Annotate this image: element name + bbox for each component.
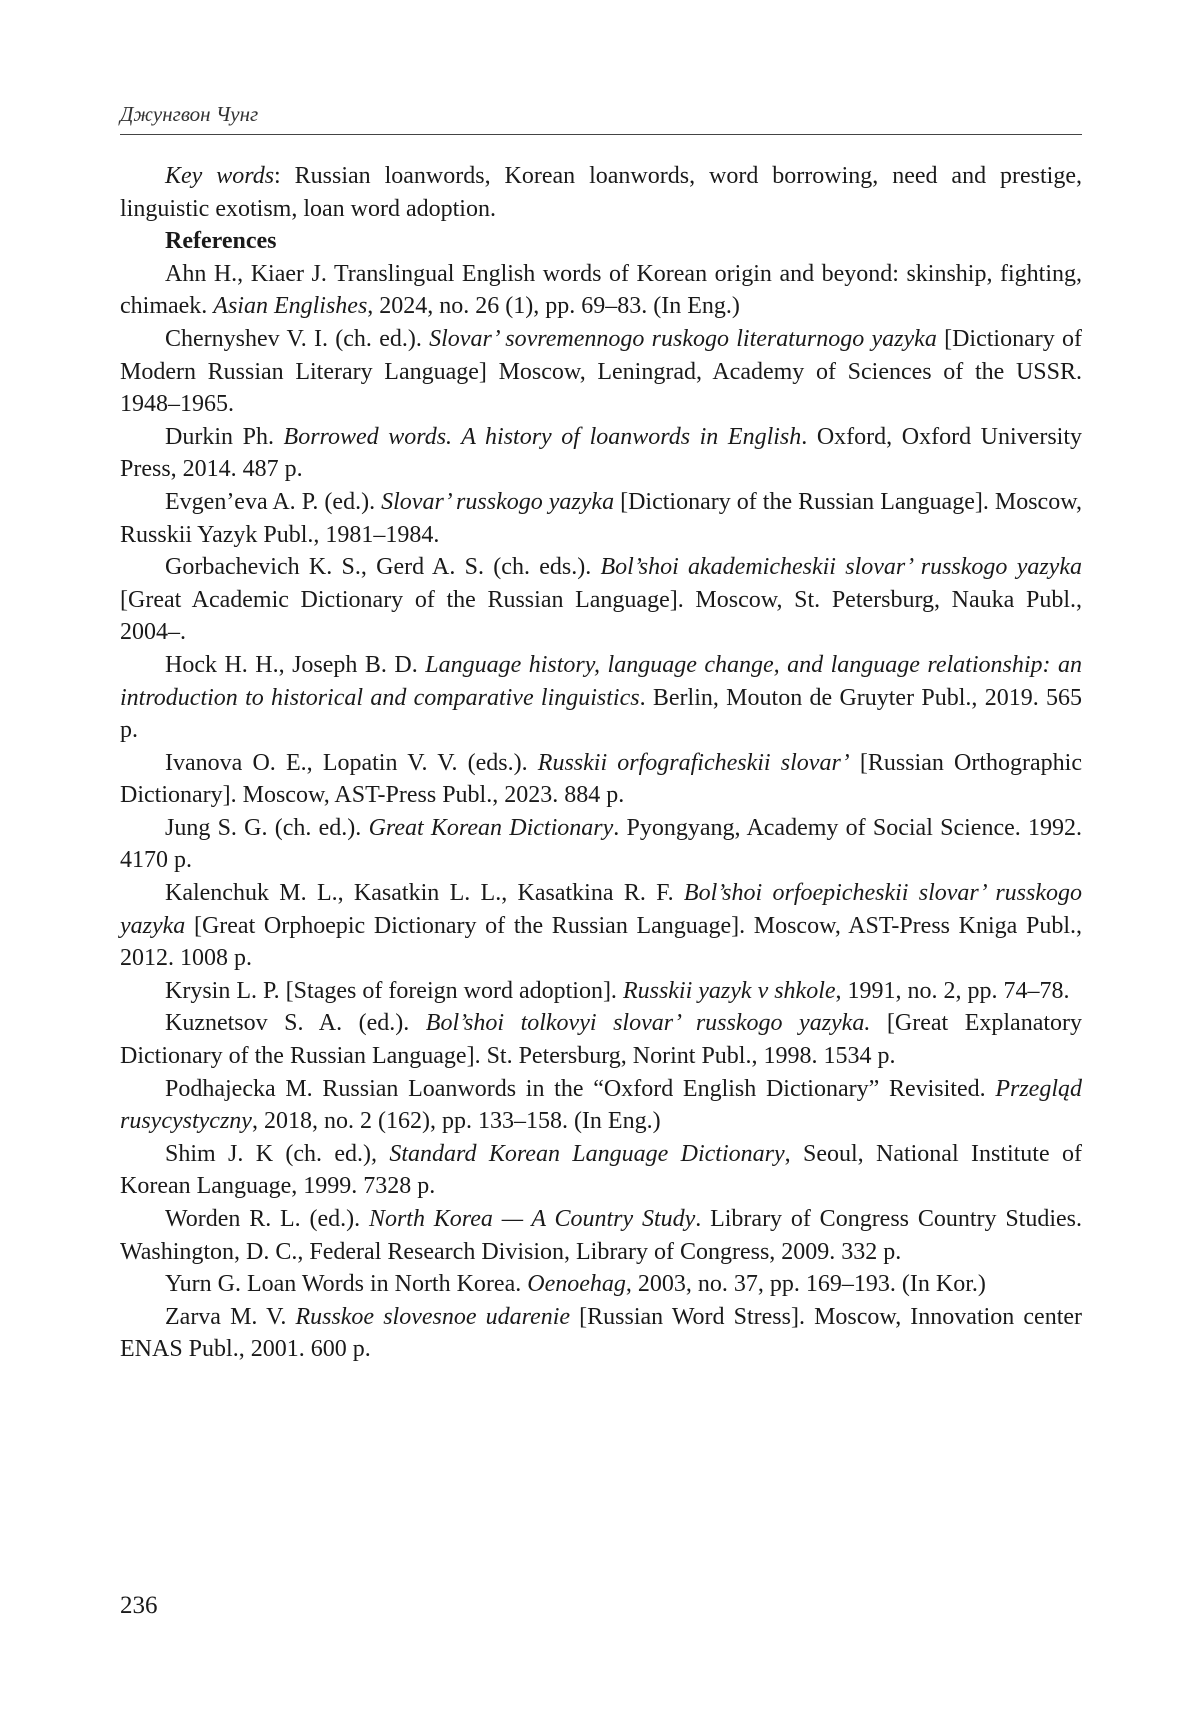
- reference-item: [120, 1203, 1082, 1268]
- header-rule: [120, 134, 1082, 135]
- keywords-paragraph: [120, 160, 1082, 225]
- reference-title: Przegląd rusycystyczny: [120, 1075, 1082, 1135]
- reference-authors: Yurn G. Loan Words in North Korea.: [165, 1271, 528, 1298]
- reference-authors: Jung S. G. (ch. ed.).: [165, 814, 369, 841]
- page-number: 236: [120, 1592, 158, 1619]
- reference-title: Slovar’ sovremennogo ruskogo literaturnogo yazyka: [429, 325, 937, 352]
- reference-authors: Shim J. K (ch. ed.): [165, 1140, 372, 1167]
- reference-authors: Ahn H., Kiaer J. Translingual English words of Korean origin and beyond: skinship, fighting, chimaek.: [120, 260, 1082, 320]
- main-content: [120, 160, 1082, 1366]
- reference-details: . Oxford, Oxford University Press, 2014. 487 p.: [120, 423, 1083, 483]
- reference-details: . Pyongyang, Academy of Social Science. 1992. 4170 p.: [120, 814, 1082, 874]
- reference-authors: Chernyshev V. I. (ch. ed.).: [165, 325, 430, 352]
- reference-details: . Library of Congress Country Studies. Washington, D. C., Federal Research Division, Library of Congress, 2009. 332 p.: [120, 1206, 1082, 1265]
- reference-title: , Standard Korean Language Dictionary: [371, 1140, 785, 1167]
- reference-details: , 2003, no. 37, pp. 169–193. (In Kor.): [625, 1271, 986, 1298]
- reference-item: [120, 975, 1082, 1008]
- reference-authors: Ivanova O. E., Lopatin V. V. (eds.).: [165, 749, 538, 776]
- reference-item: [120, 486, 1082, 551]
- page: [120, 0, 1082, 1710]
- reference-title: North Korea — A Country Study: [368, 1206, 696, 1232]
- reference-title: Borrowed words. A history of loanwords in English: [283, 423, 802, 450]
- reference-authors: Hock H. H., Joseph B. D.: [165, 651, 426, 678]
- reference-authors: Evgen’eva A. P. (ed.).: [165, 488, 382, 515]
- reference-details: , 2018, no. 2 (162), pp. 133–158. (In Eng.): [251, 1108, 661, 1135]
- reference-item: [120, 1073, 1082, 1138]
- reference-title: Bol’shoi tolkovyi slovar’ russkogo yazyka.: [425, 1010, 871, 1037]
- reference-item: [120, 1268, 1082, 1301]
- reference-title: Slovar’ russkogo yazyka: [381, 488, 615, 515]
- reference-title: Russkoe slovesnoe udarenie: [295, 1303, 571, 1330]
- reference-title: Great Korean Dictionary: [368, 814, 614, 841]
- reference-item: [120, 421, 1082, 486]
- running-head: Джунгвон Чунг: [120, 102, 259, 126]
- reference-item: [120, 1301, 1082, 1366]
- reference-details: , 1991, no. 2, pp. 74–78.: [835, 977, 1070, 1004]
- reference-item: [120, 1138, 1082, 1203]
- reference-item: [120, 1007, 1082, 1072]
- reference-authors: Worden R. L. (ed.).: [165, 1206, 369, 1232]
- reference-title: Oenoehag: [527, 1271, 626, 1298]
- reference-title: Asian Englishes: [213, 293, 368, 320]
- reference-item: [120, 747, 1082, 812]
- reference-authors: Gorbachevich K. S., Gerd A. S. (ch. eds.).: [165, 554, 601, 581]
- reference-details: [Russian Word Stress]. Moscow, Innovation center ENAS Publ., 2001. 600 p.: [120, 1303, 1083, 1363]
- reference-title: Bol’shoi akademicheskii slovar’ russkogo yazyka: [600, 554, 1082, 581]
- reference-details: , Seoul, National Institute of Korean Language, 1999. 7328 p.: [120, 1140, 1082, 1200]
- reference-authors: Kuznetsov S. A. (ed.).: [165, 1010, 426, 1037]
- reference-item: [120, 258, 1082, 323]
- keywords-label: Key words: [165, 163, 275, 189]
- reference-item: [120, 323, 1082, 421]
- reference-title: Russkii orfograficheskii slovar’: [537, 749, 850, 776]
- reference-item: [120, 551, 1082, 649]
- reference-details: [Russian Orthographic Dictionary]. Moscow, AST-Press Publ., 2023. 884 p.: [120, 749, 1082, 809]
- reference-details: , 2024, no. 26 (1), pp. 69–83. (In Eng.): [367, 293, 740, 320]
- reference-title: Language history, language change, and language relationship: an introduction to historical and comparative linguistics: [120, 651, 1082, 711]
- reference-title: Bol’shoi orfoepicheskii slovar’ russkogo yazyka: [120, 880, 1082, 939]
- references-heading: References: [165, 228, 277, 255]
- reference-authors: Podhajecka M. Russian Loanwords in the “Oxford English Dictionary” Revisited.: [165, 1075, 996, 1102]
- keywords-text: : Russian loanwords, Korean loanwords, word borrowing, need and prestige, linguistic exotism, loan word adoption.: [120, 163, 1082, 222]
- reference-authors: Durkin Ph.: [165, 423, 284, 450]
- reference-details: [Great Explanatory Dictionary of the Russian Language]. St. Petersburg, Norint Publ., 1998. 1534 p.: [120, 1010, 1083, 1070]
- reference-item: [120, 649, 1082, 747]
- reference-details: [Dictionary of Modern Russian Literary Language] Moscow, Leningrad, Academy of Sciences of the USSR. 1948–1965.: [120, 325, 1082, 418]
- reference-details: . Berlin, Mouton de Gruyter Publ., 2019. 565 p.: [120, 684, 1082, 744]
- reference-item: [120, 877, 1082, 975]
- reference-authors: Krysin L. P. [Stages of foreign word adoption].: [165, 977, 623, 1004]
- reference-authors: Zarva M. V.: [165, 1303, 296, 1330]
- reference-details: [Great Academic Dictionary of the Russian Language]. Moscow, St. Petersburg, Nauka Publ., 2004–.: [120, 586, 1082, 646]
- reference-title: Russkii yazyk v shkole: [622, 977, 836, 1004]
- reference-details: [Dictionary of the Russian Language]. Moscow, Russkii Yazyk Publ., 1981–1984.: [120, 488, 1082, 548]
- reference-authors: Kalenchuk M. L., Kasatkin L. L., Kasatkina R. F.: [165, 880, 684, 907]
- reference-details: [Great Orphoepic Dictionary of the Russian Language]. Moscow, AST-Press Kniga Publ., 2012. 1008 p.: [120, 912, 1082, 972]
- reference-item: [120, 812, 1082, 877]
